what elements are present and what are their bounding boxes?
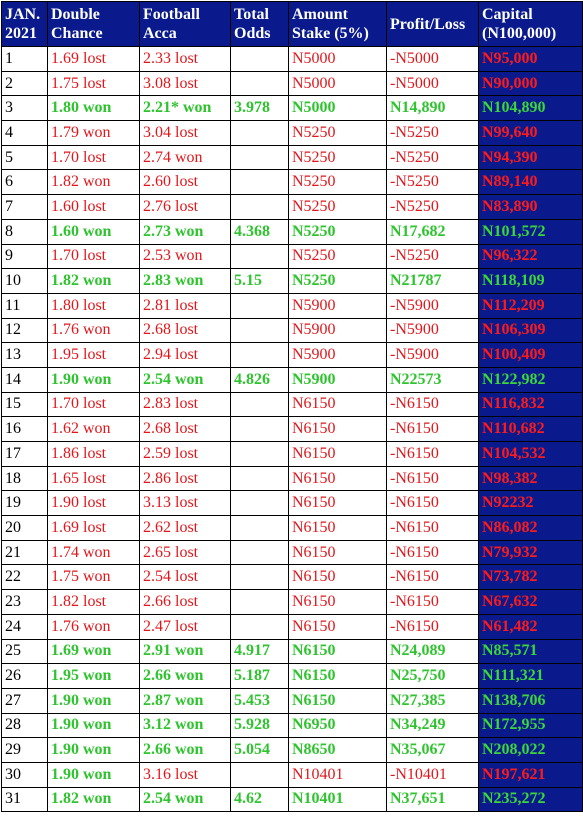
cell-total-odds [231,466,289,491]
cell-total-odds: 3.978 [231,96,289,121]
cell-day: 3 [2,96,48,121]
cell-amount-stake: N5900 [289,367,387,392]
cell-total-odds [231,491,289,516]
cell-day: 18 [2,466,48,491]
table-row [2,219,583,244]
table-row [2,442,583,467]
cell-double-chance: 1.82 won [48,787,140,812]
cell-double-chance: 1.70 lost [48,244,140,269]
cell-day: 16 [2,417,48,442]
cell-profit-loss: -N6150 [387,442,479,467]
cell-amount-stake: N6150 [289,590,387,615]
table-row [2,713,583,738]
cell-day: 30 [2,762,48,787]
table-row [2,318,583,343]
cell-football-acca: 2.66 lost [140,590,231,615]
cell-double-chance: 1.95 lost [48,343,140,368]
cell-capital: N122,982 [479,367,583,392]
cell-football-acca: 2.54 lost [140,565,231,590]
cell-double-chance: 1.75 won [48,565,140,590]
cell-profit-loss: N25,750 [387,664,479,689]
cell-capital: N86,082 [479,516,583,541]
cell-double-chance: 1.75 lost [48,71,140,96]
cell-amount-stake: N5900 [289,293,387,318]
cell-total-odds [231,565,289,590]
cell-amount-stake: N6150 [289,466,387,491]
header-row [2,2,583,47]
cell-day: 10 [2,269,48,294]
cell-day: 11 [2,293,48,318]
cell-profit-loss: N22573 [387,367,479,392]
cell-capital: N99,640 [479,121,583,146]
cell-profit-loss: -N6150 [387,516,479,541]
cell-total-odds [231,540,289,565]
table-header [2,2,583,47]
cell-double-chance: 1.80 lost [48,293,140,318]
cell-football-acca: 2.94 lost [140,343,231,368]
cell-capital: N94,390 [479,145,583,170]
cell-day: 7 [2,195,48,220]
table-row [2,367,583,392]
table-row [2,590,583,615]
cell-capital: N101,572 [479,219,583,244]
table-row [2,244,583,269]
cell-amount-stake: N5250 [289,219,387,244]
cell-amount-stake: N6150 [289,664,387,689]
cell-total-odds [231,343,289,368]
cell-capital: N112,209 [479,293,583,318]
cell-double-chance: 1.90 won [48,713,140,738]
cell-total-odds: 5.928 [231,713,289,738]
cell-total-odds [231,762,289,787]
cell-day: 19 [2,491,48,516]
cell-profit-loss: -N6150 [387,590,479,615]
cell-capital: N83,890 [479,195,583,220]
cell-football-acca: 2.60 lost [140,170,231,195]
cell-total-odds: 5.187 [231,664,289,689]
cell-amount-stake: N5250 [289,195,387,220]
table-row [2,466,583,491]
cell-capital: N85,571 [479,639,583,664]
cell-amount-stake: N5900 [289,318,387,343]
cell-day: 6 [2,170,48,195]
cell-capital: N98,382 [479,466,583,491]
cell-amount-stake: N5250 [289,269,387,294]
cell-double-chance: 1.90 lost [48,491,140,516]
cell-football-acca: 2.33 lost [140,47,231,72]
cell-profit-loss: -N5900 [387,318,479,343]
cell-profit-loss: -N5000 [387,71,479,96]
cell-double-chance: 1.90 won [48,738,140,763]
cell-total-odds [231,145,289,170]
cell-double-chance: 1.90 won [48,762,140,787]
cell-capital: N96,322 [479,244,583,269]
header-amount-stake: Amount Stake (5%) [289,2,387,47]
cell-amount-stake: N6150 [289,442,387,467]
cell-football-acca: 2.83 lost [140,392,231,417]
header-capital: Capital (N100,000) [479,2,583,47]
cell-football-acca: 2.81 lost [140,293,231,318]
cell-amount-stake: N6150 [289,614,387,639]
table-row [2,688,583,713]
cell-day: 1 [2,47,48,72]
cell-capital: N67,632 [479,590,583,615]
table-row [2,540,583,565]
header-profit-loss: Profit/Loss [387,2,479,47]
cell-double-chance: 1.80 won [48,96,140,121]
cell-total-odds [231,293,289,318]
cell-football-acca: 2.54 won [140,787,231,812]
cell-profit-loss: -N5250 [387,145,479,170]
table-row [2,269,583,294]
cell-double-chance: 1.70 lost [48,392,140,417]
cell-profit-loss: -N6150 [387,466,479,491]
cell-capital: N110,682 [479,417,583,442]
cell-total-odds [231,392,289,417]
cell-football-acca: 3.08 lost [140,71,231,96]
cell-day: 4 [2,121,48,146]
cell-capital: N138,706 [479,688,583,713]
cell-football-acca: 2.59 lost [140,442,231,467]
cell-football-acca: 2.47 lost [140,614,231,639]
cell-football-acca: 2.66 won [140,664,231,689]
cell-day: 27 [2,688,48,713]
cell-football-acca: 2.68 lost [140,417,231,442]
cell-football-acca: 2.54 won [140,367,231,392]
cell-profit-loss: N27,385 [387,688,479,713]
cell-profit-loss: -N6150 [387,417,479,442]
cell-football-acca: 2.86 lost [140,466,231,491]
cell-double-chance: 1.65 lost [48,466,140,491]
cell-double-chance: 1.60 lost [48,195,140,220]
cell-amount-stake: N6150 [289,565,387,590]
cell-double-chance: 1.62 won [48,417,140,442]
cell-capital: N235,272 [479,787,583,812]
cell-day: 26 [2,664,48,689]
table-row [2,170,583,195]
cell-day: 17 [2,442,48,467]
table-row [2,392,583,417]
cell-total-odds [231,244,289,269]
cell-double-chance: 1.74 won [48,540,140,565]
cell-profit-loss: N35,067 [387,738,479,763]
cell-amount-stake: N6150 [289,688,387,713]
table-row [2,639,583,664]
cell-football-acca: 2.68 lost [140,318,231,343]
table-row [2,664,583,689]
cell-football-acca: 2.62 lost [140,516,231,541]
cell-amount-stake: N5250 [289,170,387,195]
cell-profit-loss: -N6150 [387,565,479,590]
header-day: JAN. 2021 [2,2,48,47]
cell-amount-stake: N6950 [289,713,387,738]
cell-total-odds [231,170,289,195]
cell-day: 22 [2,565,48,590]
cell-football-acca: 3.13 lost [140,491,231,516]
cell-total-odds: 5.453 [231,688,289,713]
cell-double-chance: 1.79 won [48,121,140,146]
cell-total-odds [231,71,289,96]
cell-double-chance: 1.86 lost [48,442,140,467]
cell-day: 29 [2,738,48,763]
cell-double-chance: 1.90 won [48,367,140,392]
cell-profit-loss: N17,682 [387,219,479,244]
cell-total-odds: 4.917 [231,639,289,664]
cell-capital: N106,309 [479,318,583,343]
cell-total-odds [231,442,289,467]
cell-amount-stake: N5900 [289,343,387,368]
table-row [2,293,583,318]
cell-day: 24 [2,614,48,639]
cell-amount-stake: N10401 [289,787,387,812]
cell-football-acca: 2.76 lost [140,195,231,220]
cell-profit-loss: -N6150 [387,491,479,516]
cell-double-chance: 1.69 lost [48,47,140,72]
cell-double-chance: 1.69 lost [48,516,140,541]
cell-total-odds [231,590,289,615]
cell-football-acca: 3.12 won [140,713,231,738]
cell-amount-stake: N10401 [289,762,387,787]
table-row [2,343,583,368]
cell-day: 12 [2,318,48,343]
cell-profit-loss: N37,651 [387,787,479,812]
cell-double-chance: 1.76 won [48,614,140,639]
cell-amount-stake: N5000 [289,96,387,121]
cell-total-odds [231,121,289,146]
cell-double-chance: 1.69 won [48,639,140,664]
cell-amount-stake: N6150 [289,491,387,516]
cell-profit-loss: -N6150 [387,392,479,417]
cell-capital: N90,000 [479,71,583,96]
cell-day: 15 [2,392,48,417]
cell-amount-stake: N5000 [289,71,387,96]
cell-total-odds: 5.054 [231,738,289,763]
cell-double-chance: 1.60 won [48,219,140,244]
cell-football-acca: 2.53 won [140,244,231,269]
cell-total-odds: 4.368 [231,219,289,244]
cell-day: 21 [2,540,48,565]
header-double-chance: Double Chance [48,2,140,47]
cell-football-acca: 2.66 won [140,738,231,763]
table-row [2,71,583,96]
cell-capital: N118,109 [479,269,583,294]
table-row [2,491,583,516]
table-row [2,762,583,787]
cell-day: 28 [2,713,48,738]
cell-day: 31 [2,787,48,812]
cell-day: 13 [2,343,48,368]
cell-amount-stake: N5250 [289,145,387,170]
cell-football-acca: 3.16 lost [140,762,231,787]
cell-profit-loss: -N5250 [387,244,479,269]
cell-profit-loss: -N5250 [387,170,479,195]
cell-capital: N104,532 [479,442,583,467]
cell-profit-loss: -N10401 [387,762,479,787]
cell-capital: N172,955 [479,713,583,738]
cell-amount-stake: N6150 [289,417,387,442]
cell-day: 14 [2,367,48,392]
cell-day: 9 [2,244,48,269]
cell-total-odds [231,614,289,639]
cell-day: 2 [2,71,48,96]
table-row [2,565,583,590]
table-row [2,516,583,541]
table-row [2,121,583,146]
cell-capital: N100,409 [479,343,583,368]
cell-day: 5 [2,145,48,170]
cell-amount-stake: N6150 [289,516,387,541]
cell-profit-loss: -N5000 [387,47,479,72]
cell-profit-loss: N14,890 [387,96,479,121]
cell-total-odds [231,47,289,72]
cell-total-odds [231,195,289,220]
cell-total-odds [231,417,289,442]
cell-amount-stake: N5250 [289,244,387,269]
cell-capital: N116,832 [479,392,583,417]
cell-capital: N95,000 [479,47,583,72]
cell-double-chance: 1.76 won [48,318,140,343]
cell-amount-stake: N6150 [289,639,387,664]
cell-double-chance: 1.95 won [48,664,140,689]
cell-total-odds: 5.15 [231,269,289,294]
cell-capital: N104,890 [479,96,583,121]
cell-total-odds [231,516,289,541]
cell-amount-stake: N6150 [289,540,387,565]
cell-capital: N208,022 [479,738,583,763]
table-row [2,738,583,763]
cell-football-acca: 2.65 lost [140,540,231,565]
cell-profit-loss: -N5250 [387,195,479,220]
cell-day: 20 [2,516,48,541]
cell-profit-loss: -N5900 [387,343,479,368]
table-row [2,417,583,442]
cell-football-acca: 2.87 won [140,688,231,713]
cell-day: 25 [2,639,48,664]
cell-profit-loss: -N6150 [387,540,479,565]
cell-double-chance: 1.82 won [48,170,140,195]
table-row [2,47,583,72]
cell-capital: N197,621 [479,762,583,787]
cell-profit-loss: N21787 [387,269,479,294]
table-row [2,145,583,170]
table-row [2,787,583,812]
header-football-acca: Football Acca [140,2,231,47]
cell-capital: N61,482 [479,614,583,639]
cell-profit-loss: N34,249 [387,713,479,738]
cell-day: 8 [2,219,48,244]
cell-capital: N73,782 [479,565,583,590]
table-row [2,96,583,121]
cell-profit-loss: N24,089 [387,639,479,664]
cell-day: 23 [2,590,48,615]
cell-double-chance: 1.82 won [48,269,140,294]
cell-total-odds: 4.62 [231,787,289,812]
cell-total-odds: 4.826 [231,367,289,392]
cell-profit-loss: -N5900 [387,293,479,318]
cell-football-acca: 2.74 won [140,145,231,170]
cell-football-acca: 2.83 won [140,269,231,294]
cell-amount-stake: N5250 [289,121,387,146]
cell-capital: N92232 [479,491,583,516]
cell-total-odds [231,318,289,343]
cell-double-chance: 1.82 lost [48,590,140,615]
cell-capital: N111,321 [479,664,583,689]
cell-amount-stake: N8650 [289,738,387,763]
cell-amount-stake: N6150 [289,392,387,417]
cell-amount-stake: N5000 [289,47,387,72]
cell-capital: N89,140 [479,170,583,195]
cell-football-acca: 2.73 won [140,219,231,244]
cell-capital: N79,932 [479,540,583,565]
cell-football-acca: 2.91 won [140,639,231,664]
cell-double-chance: 1.70 lost [48,145,140,170]
cell-football-acca: 3.04 lost [140,121,231,146]
betting-record-table [1,1,583,812]
cell-double-chance: 1.90 won [48,688,140,713]
header-total-odds: Total Odds [231,2,289,47]
cell-profit-loss: -N6150 [387,614,479,639]
cell-profit-loss: -N5250 [387,121,479,146]
table-row [2,614,583,639]
table-body [2,47,583,812]
table-row [2,195,583,220]
cell-football-acca: 2.21* won [140,96,231,121]
